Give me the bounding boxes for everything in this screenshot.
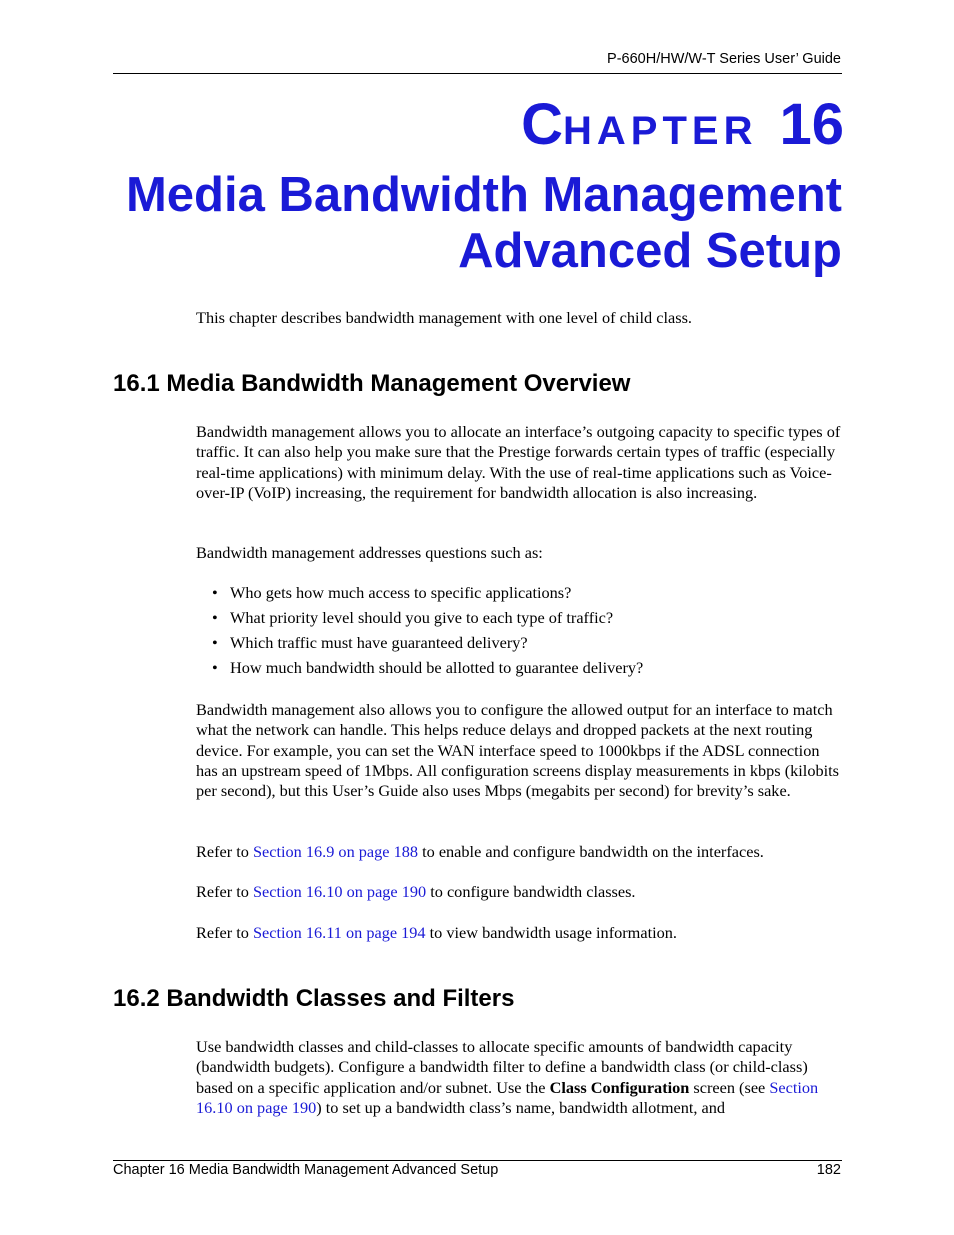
footer-rule	[113, 1160, 842, 1161]
ref-prefix: Refer to	[196, 882, 253, 901]
section-16-1-heading: 16.1 Media Bandwidth Management Overview	[113, 370, 631, 397]
class-configuration-term: Class Configuration	[549, 1077, 690, 1097]
footer-chapter-title: Chapter 16 Media Bandwidth Management Advanced Setup	[113, 1162, 499, 1178]
questions-list	[212, 583, 643, 683]
section-16-10-link-2[interactable]: Section 16.10 on page 190	[196, 1077, 819, 1117]
header-rule	[113, 73, 842, 74]
list-item: • What priority level should you give to each type of traffic?	[212, 608, 643, 633]
overview-paragraph-2: Bandwidth management addresses questions such as:	[196, 543, 543, 562]
running-header-title: P-660H/HW/W-T Series User’ Guide	[607, 51, 841, 67]
overview-paragraph-1: Bandwidth management allows you to allocate an interface’s outgoing capacity to specific types of traffic. It can also help you make sure that the Prestige forwards certain types of traffic (especially real-time applications) with minimum delay. With the use of real-time applications such as Voice-over-IP (VoIP) increasing, the requirement for bandwidth allocation is also increasing.	[196, 422, 841, 502]
section-16-10-link[interactable]: Section 16.10 on page 190	[252, 882, 427, 901]
list-item: • Which traffic must have guaranteed delivery?	[212, 633, 643, 658]
list-item: • How much bandwidth should be allotted to guarantee delivery?	[212, 658, 643, 683]
chapter-title-line1: Media Bandwidth Management	[125, 168, 842, 222]
chapter-label-rest: HAPTER	[563, 109, 758, 153]
classes-text-a: Use bandwidth classes and child-classes to allocate specific amounts of bandwidth capacity (bandwidth budgets). Configure a bandwidth filter to define a bandwidth class (or child-class) based on a specific application and/or subnet. Use the	[196, 1037, 808, 1097]
ref-prefix: Refer to	[196, 842, 253, 861]
ref-suffix: to configure bandwidth classes.	[426, 882, 636, 901]
section-16-11-link[interactable]: Section 16.11 on page 194	[252, 923, 426, 942]
ref-suffix: to enable and configure bandwidth on the interfaces.	[418, 842, 764, 861]
list-item: • Who gets how much access to specific applications?	[212, 583, 643, 608]
ref-suffix: to view bandwidth usage information.	[425, 923, 677, 942]
chapter-title	[126, 167, 842, 279]
chapter-label	[521, 92, 844, 157]
section-16-9-link[interactable]: Section 16.9 on page 188	[252, 842, 419, 861]
intro-paragraph: This chapter describes bandwidth management with one level of child class.	[196, 308, 692, 327]
reference-paragraph-1	[196, 842, 844, 862]
section-16-2-heading: 16.2 Bandwidth Classes and Filters	[113, 985, 515, 1012]
reference-paragraph-3	[196, 923, 844, 943]
chapter-number: 16	[779, 92, 844, 157]
chapter-title-line2: Advanced Setup	[458, 224, 842, 278]
footer-page-number: 182	[816, 1162, 841, 1178]
overview-paragraph-3: Bandwidth management also allows you to configure the allowed output for an interface to match what the network can handle. This helps reduce delays and dropped packets at the next routing device. For example, you can set the WAN interface speed to 1000kbps if the ADSL connection has an upstream speed of 1Mbps. All configuration screens display measurements in kbps (kilobits per second), but this User’s Guide also uses Mbps (megabits per second) for brevity’s sake.	[196, 700, 839, 801]
classes-paragraph	[196, 1037, 844, 1118]
classes-text-c: ) to set up a bandwidth class’s name, bandwidth allotment, and	[316, 1097, 726, 1117]
chapter-label-initial: C	[521, 92, 564, 157]
classes-text-b: screen (see	[689, 1077, 770, 1097]
ref-prefix: Refer to	[196, 923, 253, 942]
reference-paragraph-2	[196, 882, 844, 902]
